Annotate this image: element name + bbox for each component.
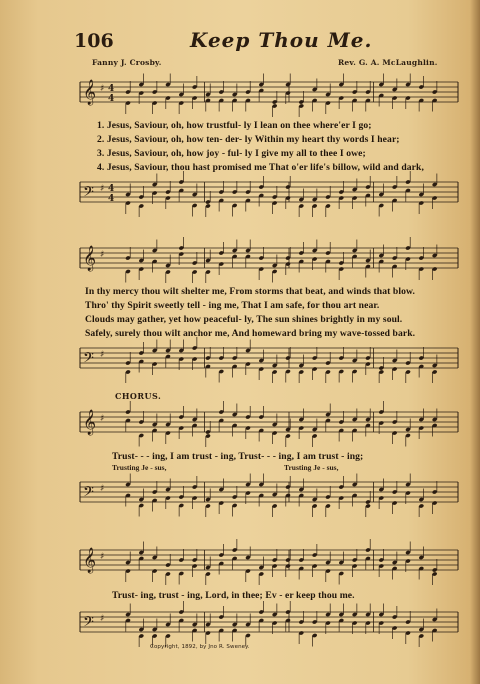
- chorus-echo-b: Trusting Je - sus,: [284, 463, 339, 472]
- svg-text:♯: ♯: [100, 484, 105, 494]
- svg-text:♯: ♯: [100, 552, 105, 562]
- svg-text:𝄢: 𝄢: [83, 184, 94, 204]
- page-number: 106: [74, 30, 114, 52]
- svg-text:𝄢: 𝄢: [83, 614, 94, 634]
- svg-text:♯: ♯: [100, 184, 105, 194]
- svg-text:𝄞: 𝄞: [83, 548, 97, 573]
- chorus-echo-a: Trusting Je - sus,: [112, 463, 167, 472]
- svg-text:♯: ♯: [100, 84, 105, 94]
- music-staff-chorus-2-treble: [0, 540, 480, 580]
- chorus-line-2: Trust- ing, trust - ing, Lord, in thee; Ev - er keep thou me.: [112, 590, 355, 601]
- verse-3-line-2: Clouds may gather, yet how peaceful- ly, The sun shines brightly in my soul.: [85, 314, 403, 325]
- svg-text:𝄞: 𝄞: [83, 246, 97, 271]
- verse-3-line-1: 3. Jesus, Saviour, oh, how joy - ful- ly I give my all to thee I owe;: [97, 148, 366, 159]
- verse-1-line-1: 1. Jesus, Saviour, oh, how trustful- ly I lean on thee where'er I go;: [97, 120, 372, 131]
- music-staff-system-2-bass: [0, 338, 480, 378]
- svg-text:♯: ♯: [100, 414, 105, 424]
- svg-text:4: 4: [108, 194, 115, 204]
- verse-1-line-2: In thy mercy thou wilt shelter me, From storms that beat, and winds that blow.: [85, 286, 415, 297]
- lyricist-credit: Fanny J. Crosby.: [92, 58, 162, 67]
- copyright-notice: Copyright, 1892, by Jno R. Sweney.: [150, 644, 250, 650]
- svg-text:4: 4: [108, 184, 115, 194]
- music-staff-chorus-1-treble: [0, 402, 480, 442]
- svg-text:♯: ♯: [100, 350, 105, 360]
- verse-4-line-2: Safely, surely thou wilt anchor me, And homeward bring my wave-tossed bark.: [85, 328, 416, 339]
- chorus-label: CHORUS.: [115, 391, 162, 401]
- music-staff-chorus-1-bass: [0, 472, 480, 512]
- music-staff-system-2-treble: [0, 238, 480, 278]
- svg-text:4: 4: [108, 94, 115, 104]
- music-staff-system-1-treble: [0, 72, 480, 112]
- verse-4-line-1: 4. Jesus, Saviour, thou hast promised me That o'er life's billow, wild and dark,: [97, 162, 424, 173]
- verse-2-line-2: Thro' thy Spirit sweetly tell - ing me, That I am safe, for thou art near.: [85, 300, 380, 311]
- svg-text:♯: ♯: [100, 614, 105, 624]
- svg-text:𝄢: 𝄢: [83, 484, 94, 504]
- svg-text:𝄞: 𝄞: [83, 410, 97, 435]
- svg-text:4: 4: [108, 84, 115, 94]
- music-staff-chorus-2-bass: [0, 602, 480, 642]
- composer-credit: Rev. G. A. McLaughlin.: [338, 58, 438, 67]
- chorus-line-1: Trust- - - ing, I am trust - ing, Trust- - - ing, I am trust - ing;: [112, 451, 364, 462]
- svg-text:𝄞: 𝄞: [83, 80, 97, 105]
- svg-text:𝄢: 𝄢: [83, 350, 94, 370]
- music-staff-system-1-bass: [0, 172, 480, 212]
- hymn-title: Keep Thou Me.: [190, 28, 373, 52]
- verse-2-line-1: 2. Jesus, Saviour, oh, how ten- der- ly Within my heart thy words I hear;: [97, 134, 400, 145]
- svg-text:♯: ♯: [100, 250, 105, 260]
